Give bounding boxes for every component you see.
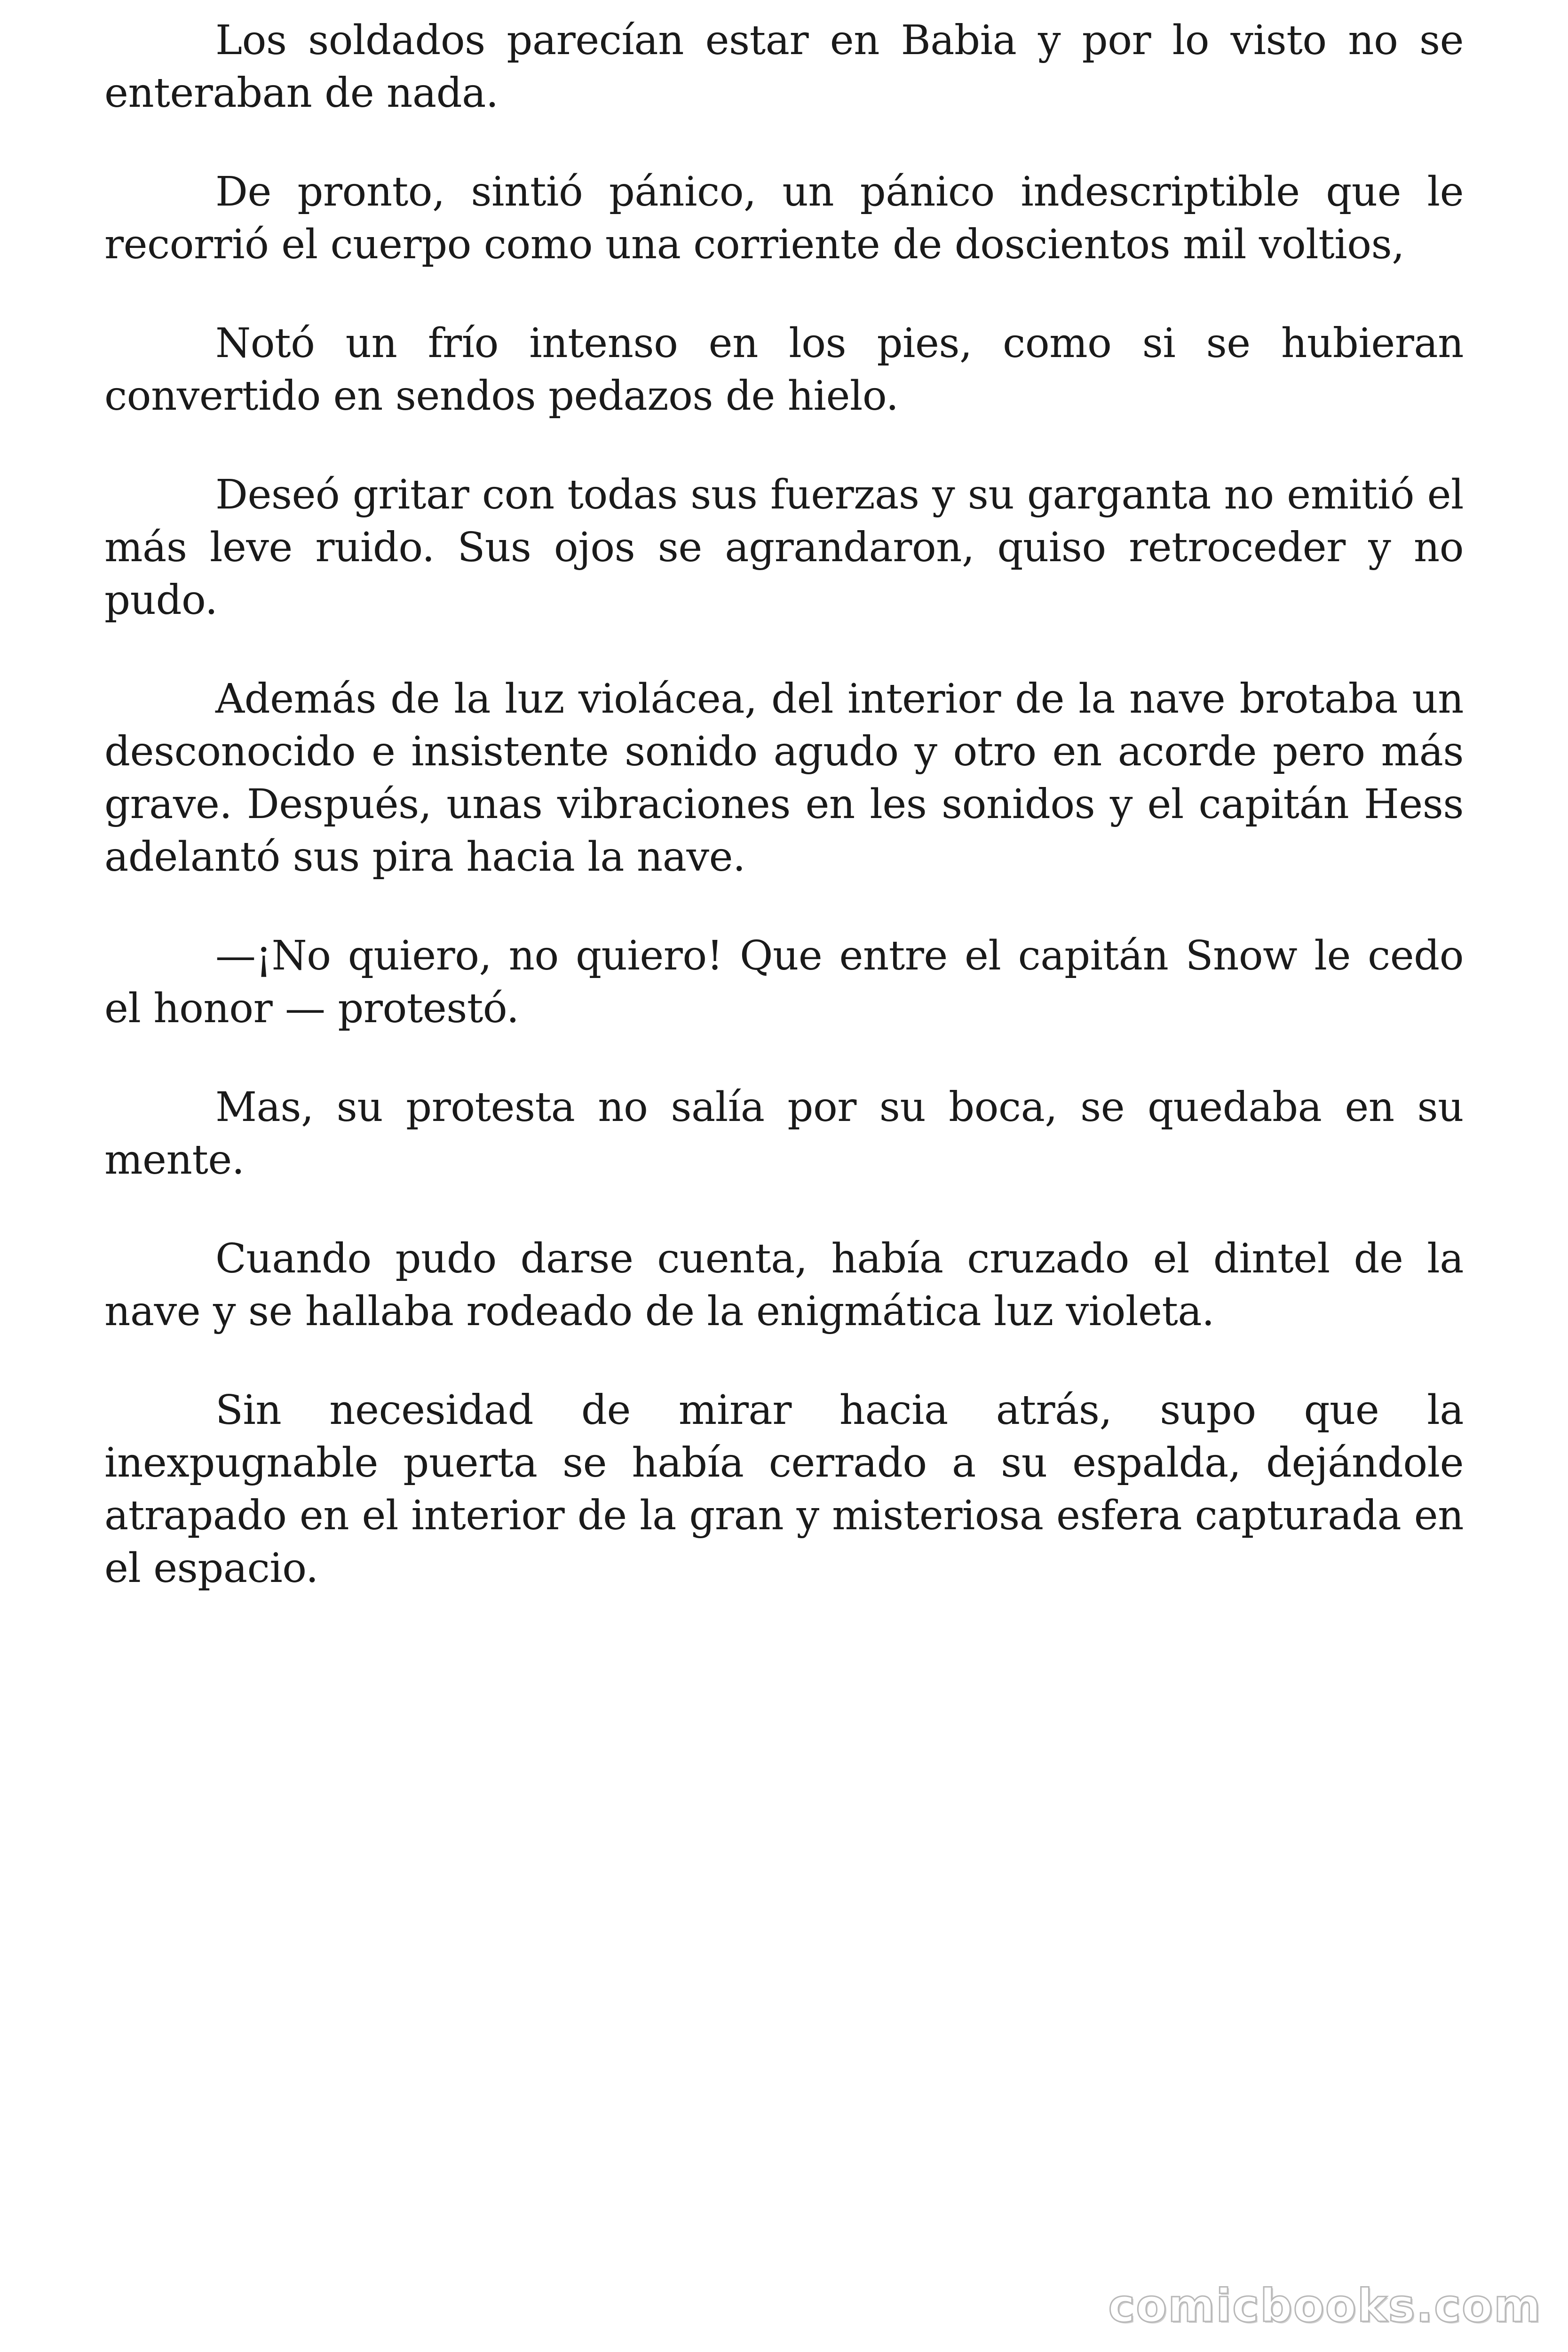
body-text — [104, 14, 1464, 1641]
paragraph: —¡No quiero, no quiero! Que entre el capitán Snow le cedo el honor — protestó. — [104, 932, 1464, 1032]
paragraph: Mas, su protesta no salía por su boca, se quedaba en su mente. — [104, 1084, 1464, 1184]
paragraph: Sin necesidad de mirar hacia atrás, supo que la inexpugnable puerta se había cerrado a su espalda, dejándole atrapado en el interior de la gran y misteriosa esfera capturada en el espacio. — [104, 1387, 1464, 1592]
paragraph: Los soldados parecían estar en Babia y por lo visto no se enteraban de nada. — [104, 17, 1464, 117]
paragraph: Deseó gritar con todas sus fuerzas y su garganta no emitió el más leve ruido. Sus ojos se agrandaron, quiso retroceder y no pudo. — [104, 471, 1464, 624]
paragraph: Notó un frío intenso en los pies, como si se hubieran convertido en sendos pedazos de hielo. — [104, 320, 1464, 420]
paragraph: Además de la luz violácea, del interior de la nave brotaba un desconocido e insistente sonido agudo y otro en acorde pero más grave. Después, unas vibraciones en les sonidos y el capitán Hess adelantó sus pira hacia la nave. — [104, 675, 1464, 881]
watermark: comicbooks.com — [1108, 2280, 1542, 2332]
paragraph: De pronto, sintió pánico, un pánico indescriptible que le recorrió el cuerpo como una corriente de doscientos mil voltios, — [104, 168, 1464, 268]
paragraph: Cuando pudo darse cuenta, había cruzado el dintel de la nave y se hallaba rodeado de la enigmática luz violeta. — [104, 1235, 1464, 1335]
